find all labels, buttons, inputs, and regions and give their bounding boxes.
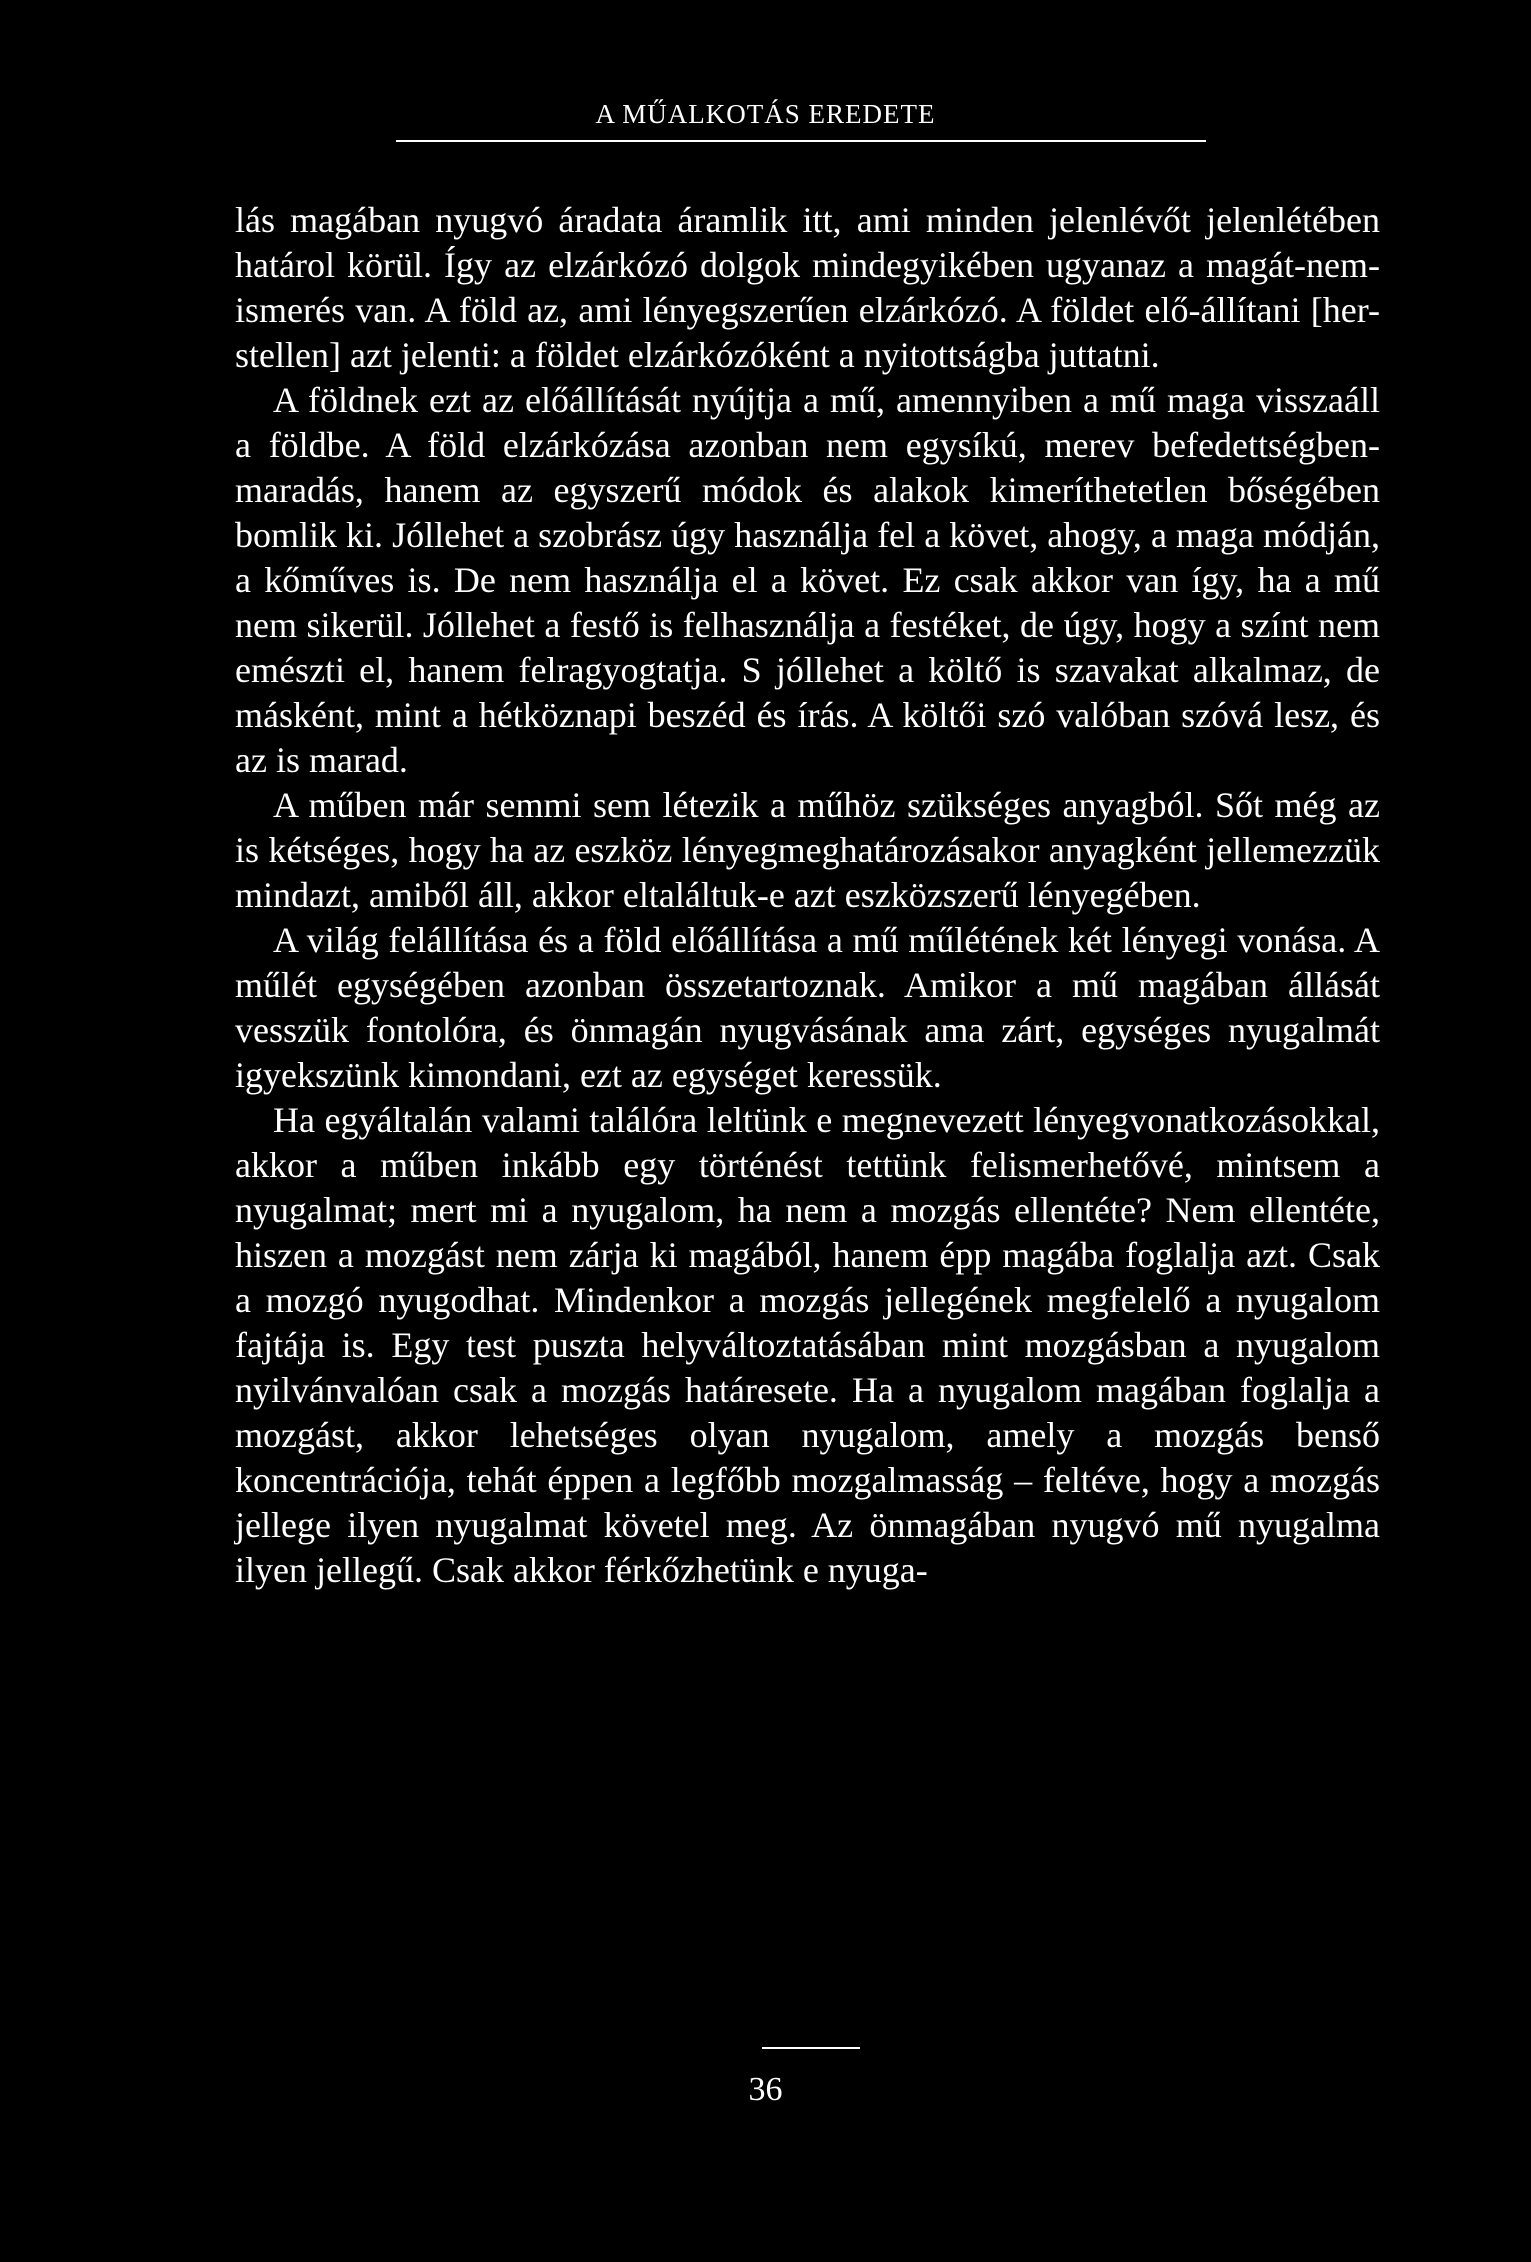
running-head: A MŰALKOTÁS EREDETE: [595, 99, 936, 129]
footer-rule: [762, 2047, 860, 2049]
paragraph: A földnek ezt az előállítását nyújtja a mű, amennyiben a mű maga visszaáll a földbe. A föld elzárkózása azonban nem egysíkú, merev befedettségben-maradás, hanem az egyszerű módok és alakok kimeríthetetlen bőségében bomlik ki. Jóllehet a szobrász úgy használja fel a követ, ahogy, a maga módján, a kőműves is. De nem használja el a követ. Ez csak akkor van így, ha a mű nem sikerül. Jóllehet a festő is felhasználja a festéket, de úgy, hogy a színt nem emészti el, hanem felragyogtatja. S jóllehet a költő is szavakat alkalmaz, de másként, mint a hétköznapi beszéd és írás. A költői szó valóban szóvá lesz, és az is marad.: [235, 380, 1380, 780]
paragraph: A világ felállítása és a föld előállítása a mű műlétének két lényegi vonása. A műlét egységében azonban összetartoznak. Amikor a mű magában állását vesszük fontolóra, és önmagán nyugvásának ama zárt, egységes nyugalmát igyekszünk kimondani, ezt az egységet keressük.: [235, 920, 1380, 1095]
paragraph: A műben már semmi sem létezik a műhöz szükséges anyagból. Sőt még az is kétséges, hogy ha az eszköz lényegmeghatározásakor anyagként jellemezzük mindazt, amiből áll, akkor eltaláltuk-e azt eszközszerű lényegében.: [235, 785, 1380, 915]
header-rule: [396, 140, 1206, 142]
paragraph: Ha egyáltalán valami találóra leltünk e megnevezett lényegvonatkozásokkal, akkor a műben inkább egy történést tettünk felismerhetővé, mintsem a nyugalmat; mert mi a nyugalom, ha nem a mozgás ellentéte? Nem ellentéte, hiszen a mozgást nem zárja ki magából, hanem épp magába foglalja azt. Csak a mozgó nyugodhat. Mindenkor a mozgás jellegének megfelelő a nyugalom fajtája is. Egy test puszta helyváltoztatásában mint mozgásban a nyugalom nyilvánvalóan csak a mozgás határesete. Ha a nyugalom magában foglalja a mozgást, akkor lehetséges olyan nyugalom, amely a mozgás benső koncentrációja, tehát éppen a legfőbb mozgalmasság – feltéve, hogy a mozgás jellege ilyen nyugalmat követel meg. Az önmagában nyugvó mű nyugalma ilyen jellegű. Csak akkor férkőzhetünk e nyuga-: [235, 1100, 1380, 1590]
paragraph-continued: lás magában nyugvó áradata áramlik itt, ami minden jelenlévőt jelenlétében határol körül. Így az elzárkózó dolgok mindegyikében ugyanaz a magát-nem-ismerés van. A föld az, ami lényegszerűen elzárkózó. A földet elő-állítani [her-stellen] azt jelenti: a földet elzárkózóként a nyitottságba juttatni.: [235, 200, 1380, 375]
body-text: [235, 198, 1380, 1593]
page-number: 36: [748, 2071, 783, 2108]
